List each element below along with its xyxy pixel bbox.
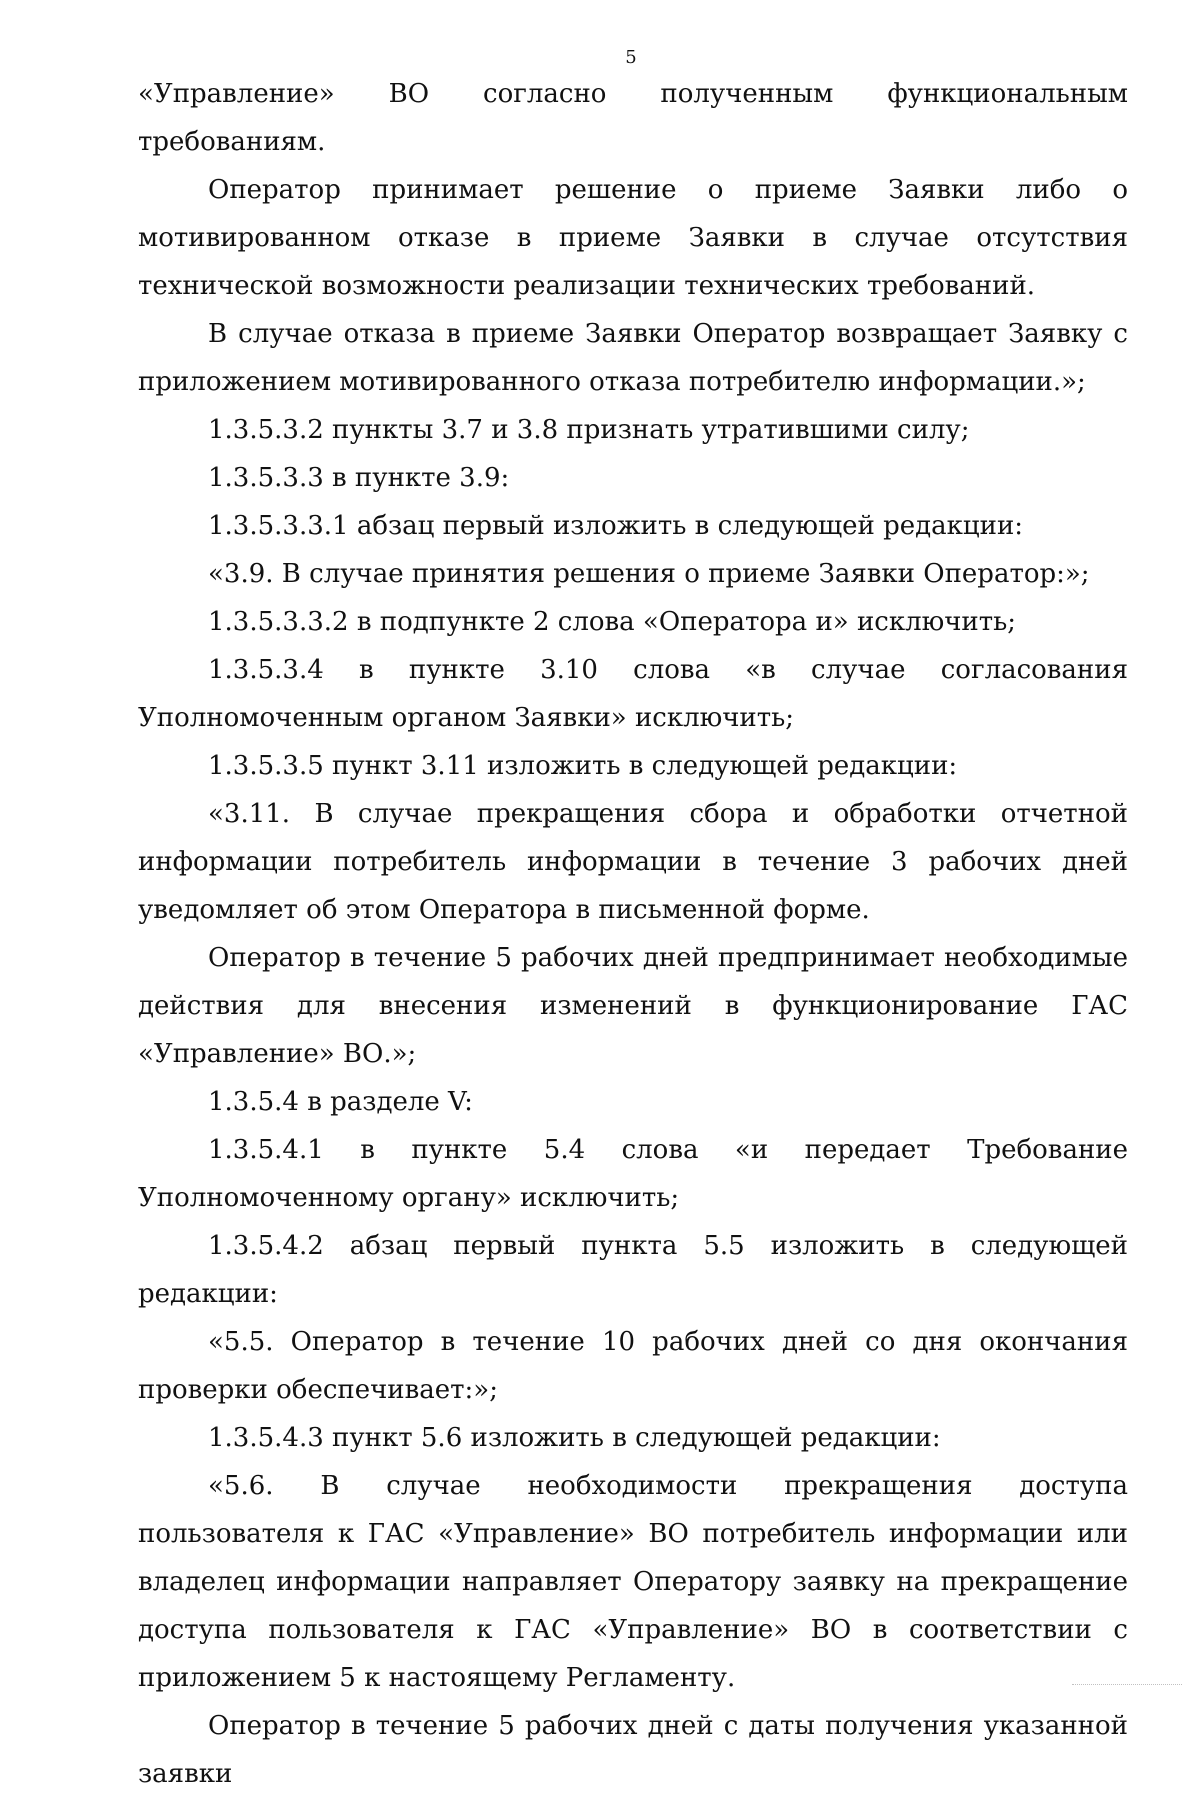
- paragraph-1-3-5-3-3-1: 1.3.5.3.3.1 абзац первый изложить в следующей редакции:: [208, 511, 1024, 541]
- paragraph-1-3-5-4-1: 1.3.5.4.1 в пункте 5.4 слова «и передает Требование Уполномоченному органу» исключить;: [138, 1135, 1128, 1213]
- paragraph-quote-3-11: «3.11. В случае прекращения сбора и обработки отчетной информации потребитель информации в течение 3 рабочих дней уведомляет об этом Оператора в письменной форме.: [138, 799, 1128, 925]
- paragraph-1-3-5-3-3-2: 1.3.5.3.3.2 в подпункте 2 слова «Оператора и» исключить;: [208, 607, 1017, 637]
- paragraph-quote-5-5: «5.5. Оператор в течение 10 рабочих дней со дня окончания проверки обеспечивает:»;: [138, 1327, 1128, 1405]
- paragraph-1-3-5-3-3: 1.3.5.3.3 в пункте 3.9:: [208, 463, 510, 493]
- paragraph-1-3-5-4-3: 1.3.5.4.3 пункт 5.6 изложить в следующей редакции:: [208, 1423, 941, 1453]
- paragraph-1-3-5-3-2: 1.3.5.3.2 пункты 3.7 и 3.8 признать утратившими силу;: [208, 415, 970, 445]
- paragraph-operator-5-days: Оператор в течение 5 рабочих дней предпринимает необходимые действия для внесения изменений в функционирование ГАС «Управление» ВО.»;: [138, 943, 1128, 1069]
- paragraph-operator-decision: Оператор принимает решение о приеме Заявки либо о мотивированном отказе в приеме Заявки в случае отсутствия технической возможности реализации технических требований.: [138, 175, 1128, 301]
- scan-edge-artifact: [1072, 1684, 1182, 1689]
- paragraph-operator-final: Оператор в течение 5 рабочих дней с даты получения указанной заявки: [138, 1711, 1128, 1789]
- paragraph-1-3-5-4-2: 1.3.5.4.2 абзац первый пункта 5.5 изложить в следующей редакции:: [138, 1231, 1128, 1309]
- paragraph-1-3-5-3-5: 1.3.5.3.5 пункт 3.11 изложить в следующей редакции:: [208, 751, 958, 781]
- paragraph-refusal: В случае отказа в приеме Заявки Оператор возвращает Заявку с приложением мотивированного отказа потребителю информации.»;: [138, 319, 1128, 397]
- paragraph-quote-5-6: «5.6. В случае необходимости прекращения доступа пользователя к ГАС «Управление» ВО потребитель информации или владелец информации направляет Оператору заявку на прекращение доступа пользователя к ГАС «Управление» ВО в соответствии с приложением 5 к настоящему Регламенту.: [138, 1471, 1128, 1693]
- paragraph-1-3-5-4: 1.3.5.4 в разделе V:: [208, 1087, 473, 1117]
- paragraph-quote-3-9: «3.9. В случае принятия решения о приеме Заявки Оператор:»;: [208, 559, 1090, 589]
- paragraph-1-3-5-3-4: 1.3.5.3.4 в пункте 3.10 слова «в случае согласования Уполномоченным органом Заявки» исключить;: [138, 655, 1128, 733]
- page-number: 5: [625, 47, 637, 68]
- document-body: [138, 70, 1128, 1798]
- paragraph-continuation: «Управление» ВО согласно полученным функциональным требованиям.: [138, 79, 1128, 157]
